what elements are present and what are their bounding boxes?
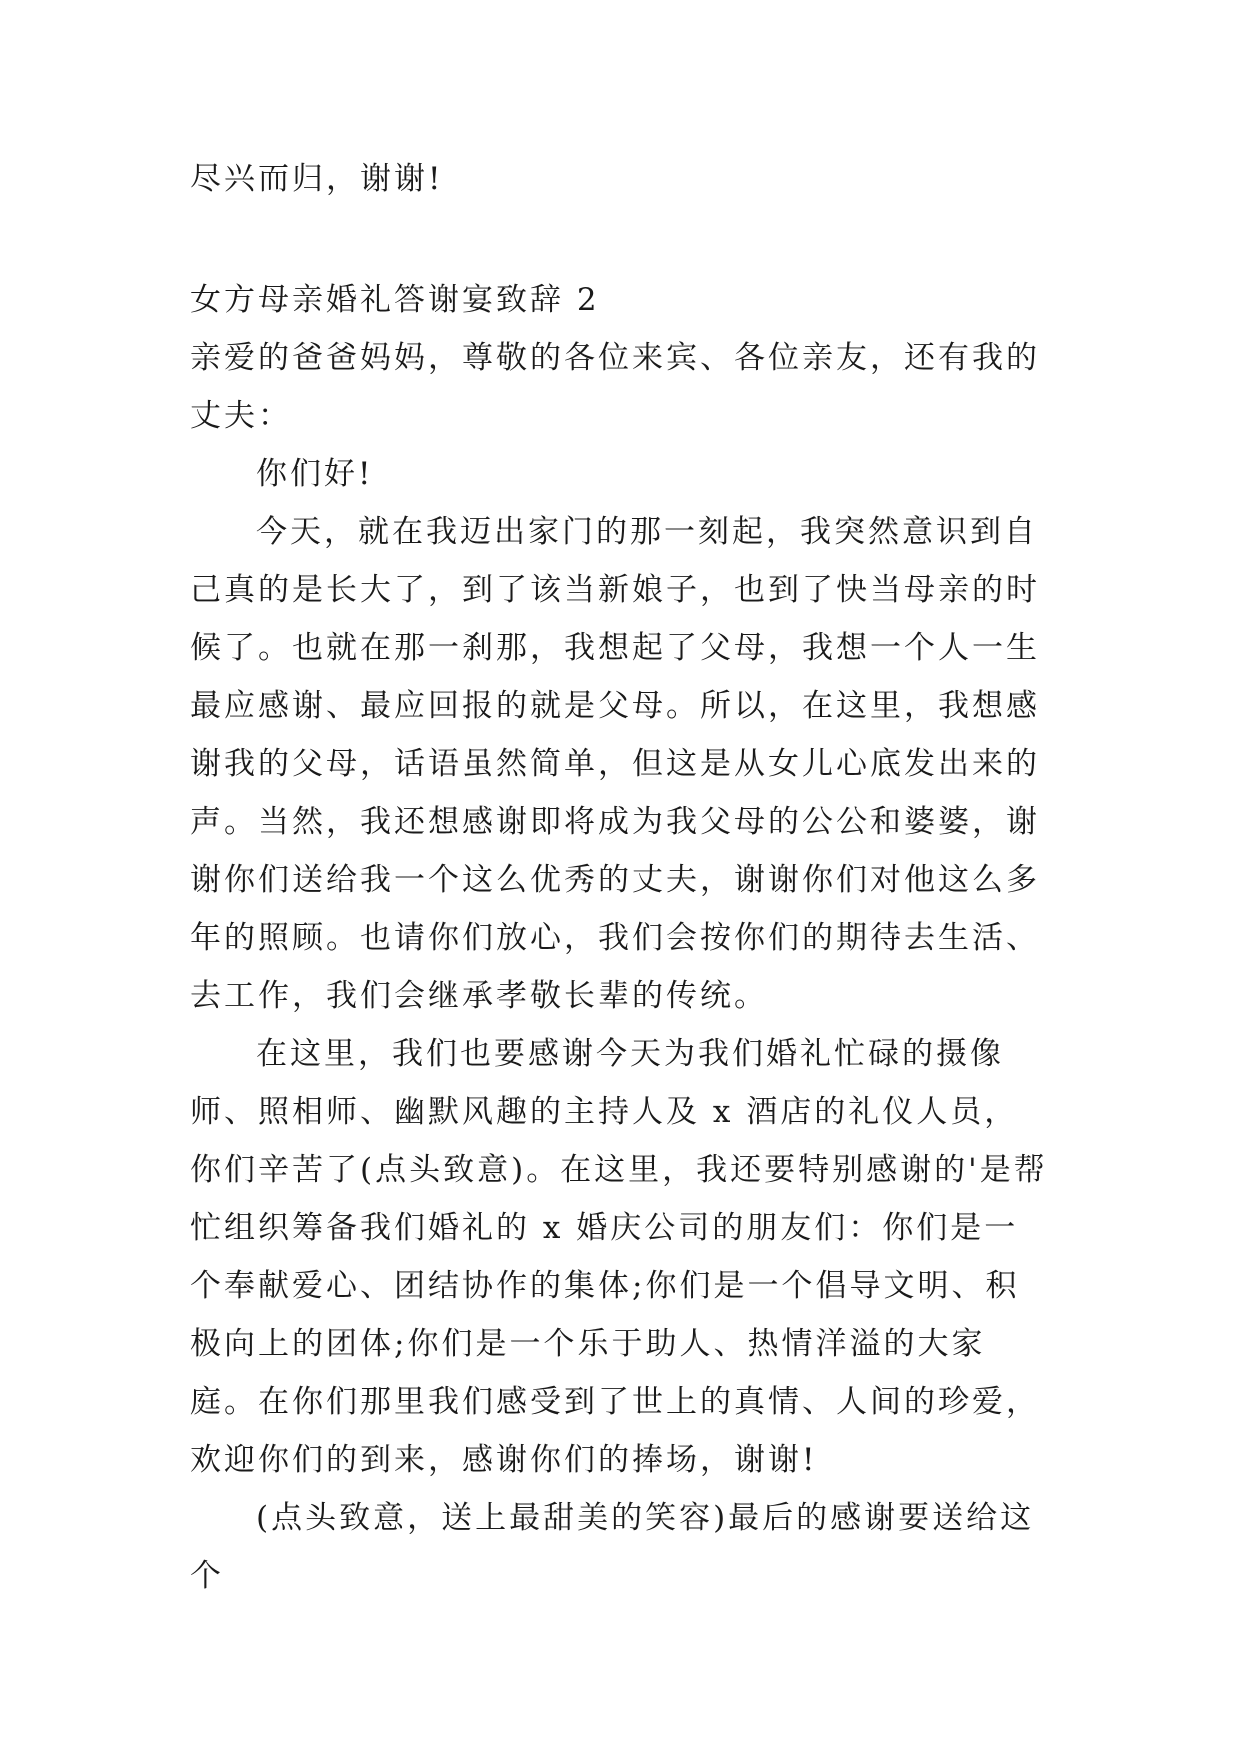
body-paragraph-thanks-parents: 今天，就在我迈出家门的那一刻起，我突然意识到自己真的是长大了，到了该当新娘子，也到了快当母亲的时候了。也就在那一刹那，我想起了父母，我想一个人一生最应感谢、最应回报的就是父母。所以，在这里，我想感谢我的父母，话语虽然简单，但这是从女儿心底发出来的声。当然，我还想感谢即将成为我父母的公公和婆婆，谢谢你们送给我一个这么优秀的丈夫，谢谢你们对他这么多年的照顾。也请你们放心，我们会按你们的期待去生活、去工作，我们会继承孝敬长辈的传统。 [190, 514, 1040, 1014]
body-paragraph-final-thanks: (点头致意，送上最甜美的笑容)最后的感谢要送给这个 [190, 1500, 1035, 1594]
salutation-paragraph: 亲爱的爸爸妈妈，尊敬的各位来宾、各位亲友，还有我的丈夫： [190, 340, 1040, 434]
closing-line: 尽兴而归，谢谢! [190, 161, 444, 197]
greeting-paragraph: 你们好! [256, 456, 374, 492]
body-paragraph-thanks-staff: 在这里，我们也要感谢今天为我们婚礼忙碌的摄像师、照相师、幽默风趣的主持人及 x 酒店的礼仪人员，你们辛苦了(点头致意)。在这里，我还要特别感谢的'是帮忙组织筹备我们婚礼的 x 婚庆公司的朋友们：你们是一个奉献爱心、团结协作的集体;你们是一个倡导文明、积极向上的团体;你们是一个乐于助人、热情洋溢的大家庭。在你们那里我们感受到了世上的真情、人间的珍爱，欢迎你们的到来，感谢你们的捧场，谢谢! [190, 1036, 1048, 1478]
section-heading: 女方母亲婚礼答谢宴致辞 2 [190, 282, 600, 318]
